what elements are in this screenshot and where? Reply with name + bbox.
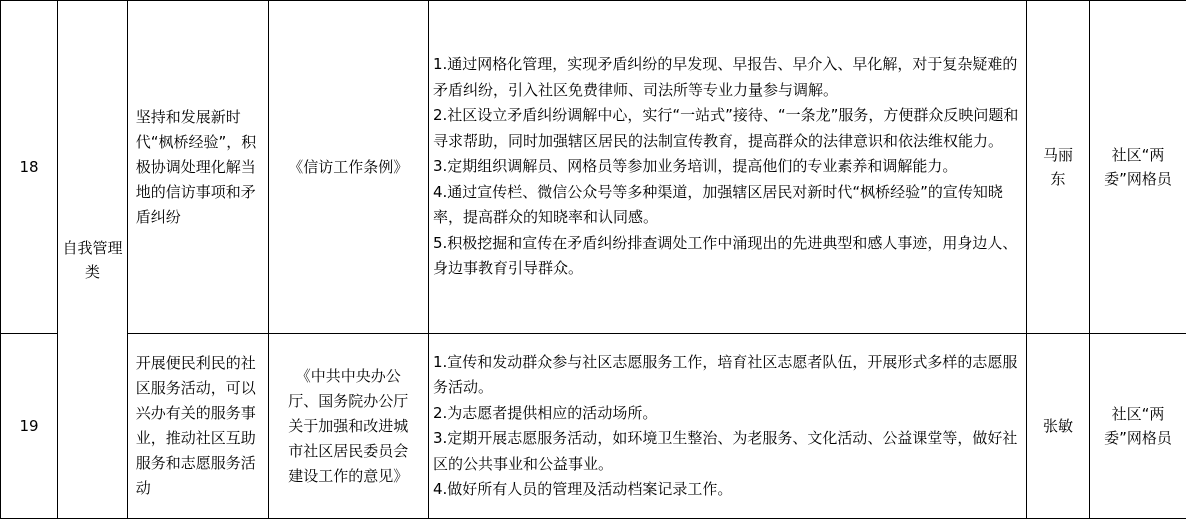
measure-item: 4.做好所有人员的管理及活动档案记录工作。 (433, 477, 1020, 503)
basis-text: 《信访工作条例》 (281, 155, 415, 180)
measures-cell (429, 1, 1027, 334)
person-cell (1027, 1, 1090, 334)
row-number-cell (1, 334, 58, 519)
basis-text: 《中共中央办公厅、国务院办公厅关于加强和改进城市社区居民委员会建设工作的意见》 (281, 364, 415, 489)
person-cell (1027, 334, 1090, 519)
person-name: 马丽东 (1036, 143, 1080, 191)
measure-item: 2.社区设立矛盾纠纷调解中心，实行“一站式”接待、“一条龙”服务，方便群众反映问题和寻求帮助，同时加强辖区居民的法制宣传教育，提高群众的法律意识和依法维权能力。 (433, 103, 1020, 154)
task-text: 开展便民利民的社区服务活动，可以兴办有关的服务事业，推动社区互助服务和志愿服务活动 (136, 351, 260, 501)
measure-item: 5.积极挖掘和宣传在矛盾纠纷排查调处工作中涌现出的先进典型和感人事迹，用身边人、身边事教育引导群众。 (433, 231, 1020, 282)
task-basis-cell (128, 1, 429, 334)
responsible-text: 社区“两委”网格员 (1098, 402, 1178, 450)
table-row (1, 1, 1186, 334)
row-number: 18 (19, 158, 38, 176)
row-number-cell (1, 1, 58, 334)
table-row (1, 334, 1186, 519)
task-text: 坚持和发展新时代“枫桥经验”，积极协调处理化解当地的信访事项和矛盾纠纷 (136, 105, 260, 230)
category-cell (58, 1, 128, 519)
responsible-text: 社区“两委”网格员 (1098, 143, 1178, 191)
measures-list (429, 350, 1026, 503)
task-basis-cell (128, 334, 429, 519)
category-label: 自我管理类 (63, 236, 123, 284)
measures-list (429, 52, 1026, 282)
measure-item: 1.通过网格化管理，实现矛盾纠纷的早发现、早报告、早介入、早化解，对于复杂疑难的矛盾纠纷，引入社区免费律师、司法所等专业力量参与调解。 (433, 52, 1020, 103)
basis-cell (269, 334, 428, 518)
task-cell (128, 1, 269, 333)
measure-item: 4.通过宣传栏、微信公众号等多种渠道，加强辖区居民对新时代“枫桥经验”的宣传知晓率，提高群众的知晓率和认同感。 (433, 180, 1020, 231)
row-number: 19 (19, 417, 38, 435)
basis-cell (269, 1, 428, 333)
measure-item: 2.为志愿者提供相应的活动场所。 (433, 401, 1020, 427)
task-cell (128, 334, 269, 518)
responsible-cell (1090, 1, 1186, 334)
measure-item: 1.宣传和发动群众参与社区志愿服务工作，培育社区志愿者队伍，开展形式多样的志愿服务活动。 (433, 350, 1020, 401)
person-name: 张敏 (1036, 414, 1080, 438)
responsible-cell (1090, 334, 1186, 519)
measure-item: 3.定期开展志愿服务活动，如环境卫生整治、为老服务、文化活动、公益课堂等，做好社区的公共事业和公益事业。 (433, 426, 1020, 477)
measure-item: 3.定期组织调解员、网格员等参加业务培训，提高他们的专业素养和调解能力。 (433, 154, 1020, 180)
measures-cell (429, 334, 1027, 519)
